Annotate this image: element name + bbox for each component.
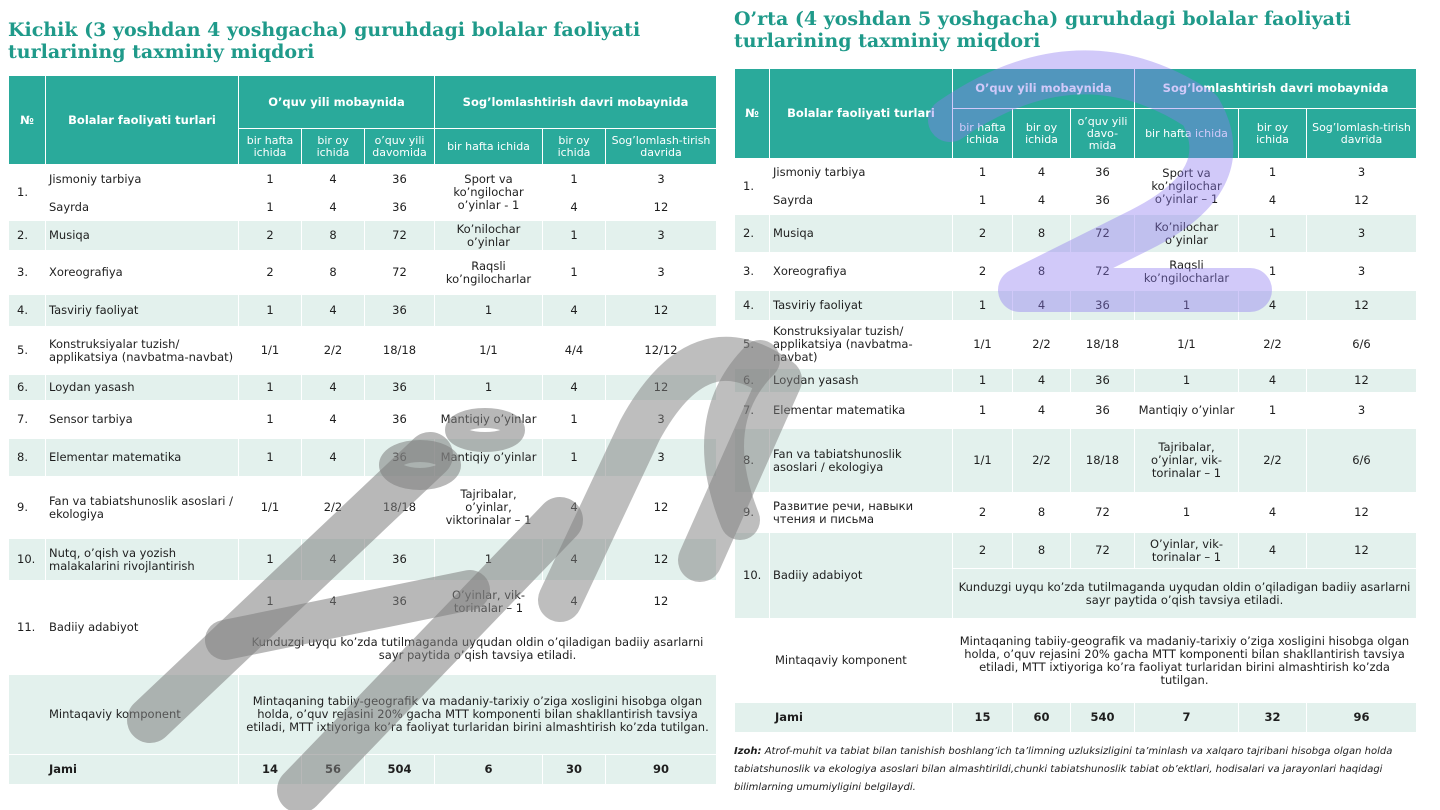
- regional-note: Mintaqaning tabiiy-geografik va madaniy-tarixiy o’ziga xosligini hisobga olgan holda, o’quv rejasini 20% gacha MTT komponenti bilan shakllantirish tavsiya etiladi, MTT ixtiyoriga ko’ra faoliyat turlaridan birini almashtirish ko’zda tutilgan.: [239, 675, 717, 755]
- table-row: [735, 619, 1417, 703]
- table-row: 9. Fan va tabiatshunoslik asoslari / ekologiya 1/1 2/2 18/18 Tajribalar, o’yinlar, viktorinalar – 1 4 12: [9, 477, 717, 539]
- subcol: bir hafta ichida: [1135, 109, 1239, 159]
- left-panel: [8, 0, 716, 785]
- footnote: [734, 743, 1416, 797]
- table-row: 7. Sensor tarbiya 1 4 36 Mantiqiy o’yinlar 1 3: [9, 401, 717, 439]
- table-row: 2. Musiqa 2 8 72 Ko’nilochar o’yinlar 1 3: [9, 221, 717, 251]
- subcol: o’quv yili davo-mida: [1071, 109, 1135, 159]
- subcol: o’quv yili davomida: [365, 129, 435, 165]
- table-row: 1. Jismoniy tarbiya 1 4 36 Sport va ko’ngilochar o’yinlar – 1 1 3: [735, 159, 1417, 187]
- col-activity: Bolalar faoliyati turlari: [770, 69, 953, 159]
- literature-note: Kunduzgi uyqu ko’zda tutilmaganda uyqudan oldin o’qiladigan badiiy asarlarni sayr paytida o’qish tavsiya etiladi.: [239, 623, 717, 675]
- col-school-year: O’quv yili mobaynida: [953, 69, 1135, 109]
- subcol: bir hafta ichida: [239, 129, 302, 165]
- table-row: 10. Nutq, o’qish va yozish malakalarini rivojlantirish 1 4 36 1 4 12: [9, 539, 717, 581]
- total-row: Jami 14 56 504 6 30 90: [9, 755, 717, 785]
- left-table: [8, 75, 717, 785]
- regional-note: Mintaqaning tabiiy-geografik va madaniy-tarixiy o’ziga xosligini hisobga olgan holda, o’quv rejasini 20% gacha MTT komponenti bilan shakllantirish tavsiya etiladi, MTT ixtiyoriga ko’ra faoliyat turlaridan birini almashtirish ko’zda tutilgan.: [953, 619, 1417, 703]
- table-row: 8. Elementar matematika 1 4 36 Mantiqiy o’yinlar 1 3: [9, 439, 717, 477]
- col-health: Sog’lomlashtirish davri mobaynida: [435, 76, 717, 129]
- table-row: 5. Konstruksiyalar tuzish/ applikatsiya (navbatma-navbat) 1/1 2/2 18/18 1/1 2/2 6/6: [735, 321, 1417, 369]
- subcol: bir oy ichida: [543, 129, 606, 165]
- right-panel: [734, 0, 1416, 797]
- table-row: 10. Badiiy adabiyot 2 8 72 O’yinlar, vik-torinalar – 1 4 12: [735, 533, 1417, 569]
- subcol: bir oy ichida: [1013, 109, 1071, 159]
- subcol: Sog’lomlash-tirish davrida: [1307, 109, 1417, 159]
- table-row: 2. Musiqa 2 8 72 Ko’nilochar o’yinlar 1 3: [735, 215, 1417, 253]
- subcol: Sog’lomlash-tirish davrida: [606, 129, 717, 165]
- subcol: bir oy ichida: [302, 129, 365, 165]
- subcol: bir oy ichida: [1239, 109, 1307, 159]
- table-row: 9. Развитие речи, навыки чтения и письма 2 8 72 1 4 12: [735, 493, 1417, 533]
- left-title: Kichik (3 yoshdan 4 yoshgacha) guruhdagi bolalar faoliyati turlarining taxminiy miqdori: [8, 19, 641, 63]
- table-row: 6. Loydan yasash 1 4 36 1 4 12: [735, 369, 1417, 393]
- table-row: 4. Tasviriy faoliyat 1 4 36 1 4 12: [9, 295, 717, 327]
- table-row: 5. Konstruksiyalar tuzish/ applikatsiya (navbatma-navbat) 1/1 2/2 18/18 1/1 4/4 12/12: [9, 327, 717, 375]
- table-row: 6. Loydan yasash 1 4 36 1 4 12: [9, 375, 717, 401]
- table-row: Sayrda 1 4 36 4 12: [735, 187, 1417, 215]
- right-table: [734, 68, 1417, 733]
- regional-label: Mintaqaviy komponent: [735, 619, 953, 703]
- col-no: №: [735, 69, 770, 159]
- table-row: 11. Badiiy adabiyot 1 4 36 O’yinlar, vik-torinalar – 1 4 12: [9, 581, 717, 623]
- table-row: 4. Tasviriy faoliyat 1 4 36 1 4 12: [735, 291, 1417, 321]
- table-row: [9, 675, 717, 755]
- col-school-year: O’quv yili mobaynida: [239, 76, 435, 129]
- table-row: Sayrda 1 4 36 4 12: [9, 195, 717, 221]
- total-row: Jami 15 60 540 7 32 96: [735, 703, 1417, 733]
- col-activity: Bolalar faoliyati turlari: [46, 76, 239, 165]
- subcol: bir hafta ichida: [435, 129, 543, 165]
- table-row: 8. Fan va tabiatshunoslik asoslari / ekologiya 1/1 2/2 18/18 Tajribalar, o’yinlar, vik-torinalar – 1 2/2 6/6: [735, 429, 1417, 493]
- table-row: 1. Jismoniy tarbiya 1 4 36 Sport va ko’ngilochar o’yinlar - 1 1 3: [9, 165, 717, 195]
- literature-note: Kunduzgi uyqu ko’zda tutilmaganda uyqudan oldin o’qiladigan badiiy asarlarni sayr paytida o’qish tavsiya etiladi.: [953, 569, 1417, 619]
- col-health: Sog’lomlashtirish davri mobaynida: [1135, 69, 1417, 109]
- regional-label: Mintaqaviy komponent: [9, 675, 239, 755]
- footnote-text: Atrof-muhit va tabiat bilan tanishish boshlang’ich ta’limning uzluksizligini ta’minlash va xalqaro tajribani hisobga olgan holda tabiatshunoslik va ekologiya asoslari bilan almashtirildi,chunki tabiatshunoslik tabiat ob’ektlari, hodisalari va jarayonlari haqidagi bilimlarning umumiyligini belgilaydi.: [734, 746, 1393, 793]
- table-row: 3. Xoreografiya 2 8 72 Raqsli ko’ngilocharlar 1 3: [735, 253, 1417, 291]
- right-title: O’rta (4 yoshdan 5 yoshgacha) guruhdagi bolalar faoliyati turlarining taxminiy miqdori: [734, 8, 1351, 52]
- col-no: №: [9, 76, 46, 165]
- table-row: 7. Elementar matematika 1 4 36 Mantiqiy o’yinlar 1 3: [735, 393, 1417, 429]
- subcol: bir hafta ichida: [953, 109, 1013, 159]
- footnote-label: Izoh:: [734, 746, 762, 757]
- table-row: 3. Xoreografiya 2 8 72 Raqsli ko’ngilocharlar 1 3: [9, 251, 717, 295]
